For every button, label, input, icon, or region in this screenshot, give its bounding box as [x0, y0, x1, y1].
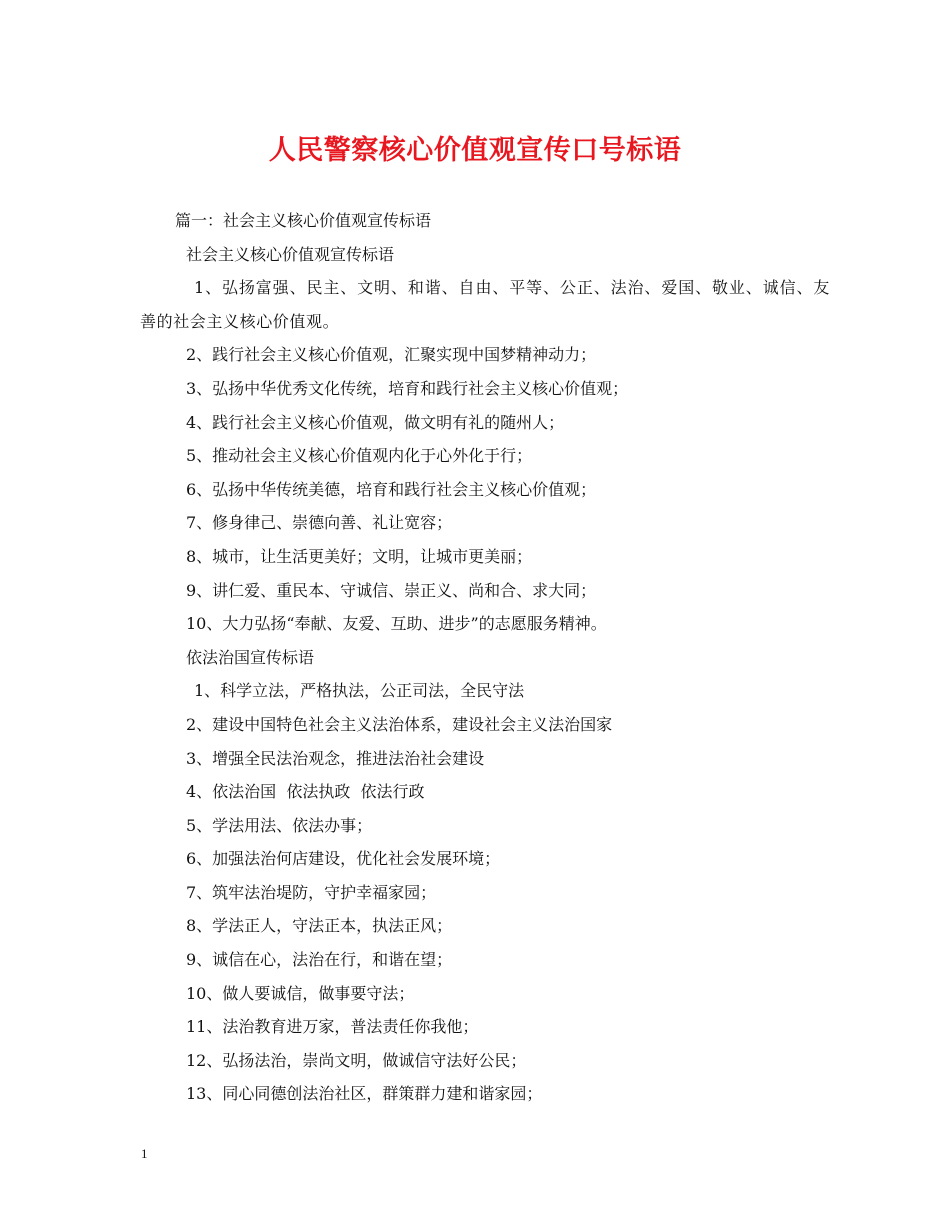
part1-item-5: 5、推动社会主义核心价值观内化于心外化于行； — [186, 446, 533, 466]
part2-item-4: 4、依法治国 依法执政 依法行政 — [186, 782, 425, 802]
document-title: 人民警察核心价值观宣传口号标语 — [268, 135, 682, 166]
part2-item-8: 8、学法正人，守法正本，执法正风； — [186, 916, 453, 936]
part2-item-9: 9、诚信在心，法治在行，和谐在望； — [186, 950, 453, 970]
part1-item-10: 10、大力弘扬“奉献、友爱、互助、进步”的志愿服务精神。 — [186, 614, 607, 634]
part2-item-10: 10、做人要诚信，做事要守法； — [186, 983, 415, 1003]
part1-item-6: 6、弘扬中华传统美德，培育和践行社会主义核心价值观； — [186, 479, 597, 499]
part2-item-6: 6、加强法治何店建设，优化社会发展环境； — [186, 849, 501, 869]
part2-heading: 依法治国宣传标语 — [186, 647, 315, 667]
part1-item-3: 3、弘扬中华优秀文化传统，培育和践行社会主义核心价值观； — [186, 378, 629, 398]
part2-item-1: 1、科学立法，严格执法，公正司法，全民守法 — [194, 681, 525, 701]
part1-item-4: 4、践行社会主义核心价值观，做文明有礼的随州人； — [186, 412, 565, 432]
part1-heading: 社会主义核心价值观宣传标语 — [186, 244, 395, 264]
part2-item-12: 12、弘扬法治，崇尚文明，做诚信守法好公民； — [186, 1050, 527, 1070]
part2-item-13: 13、同心同德创法治社区，群策群力建和谐家园； — [186, 1084, 543, 1104]
document-body — [140, 204, 830, 1111]
part2-item-7: 7、筑牢法治堤防，守护幸福家园； — [186, 882, 437, 902]
part1-item-8: 8、城市，让生活更美好；文明，让城市更美丽； — [186, 546, 533, 566]
part2-item-3: 3、增强全民法治观念，推进法治社会建设 — [186, 748, 485, 768]
part2-item-5: 5、学法用法、依法办事； — [186, 815, 373, 835]
part1-item-9: 9、讲仁爱、重民本、守诚信、崇正义、尚和合、求大同； — [186, 580, 597, 600]
part1-item-1: 1、弘扬富强、民主、文明、和谐、自由、平等、公正、法治、爱国、敬业、诚信、友善的社会主义核心价值观。 — [140, 278, 830, 331]
part2-item-2: 2、建设中国特色社会主义法治体系，建设社会主义法治国家 — [186, 714, 613, 734]
section-header: 篇一：社会主义核心价值观宣传标语 — [175, 211, 432, 230]
part2-item-11: 11、法治教育进万家，普法责任你我他； — [186, 1017, 479, 1037]
part1-item-2: 2、践行社会主义核心价值观，汇聚实现中国梦精神动力； — [186, 345, 597, 365]
page-number: 1 — [141, 1146, 148, 1161]
part1-item-7: 7、修身律己、崇德向善、礼让宽容； — [186, 513, 453, 533]
